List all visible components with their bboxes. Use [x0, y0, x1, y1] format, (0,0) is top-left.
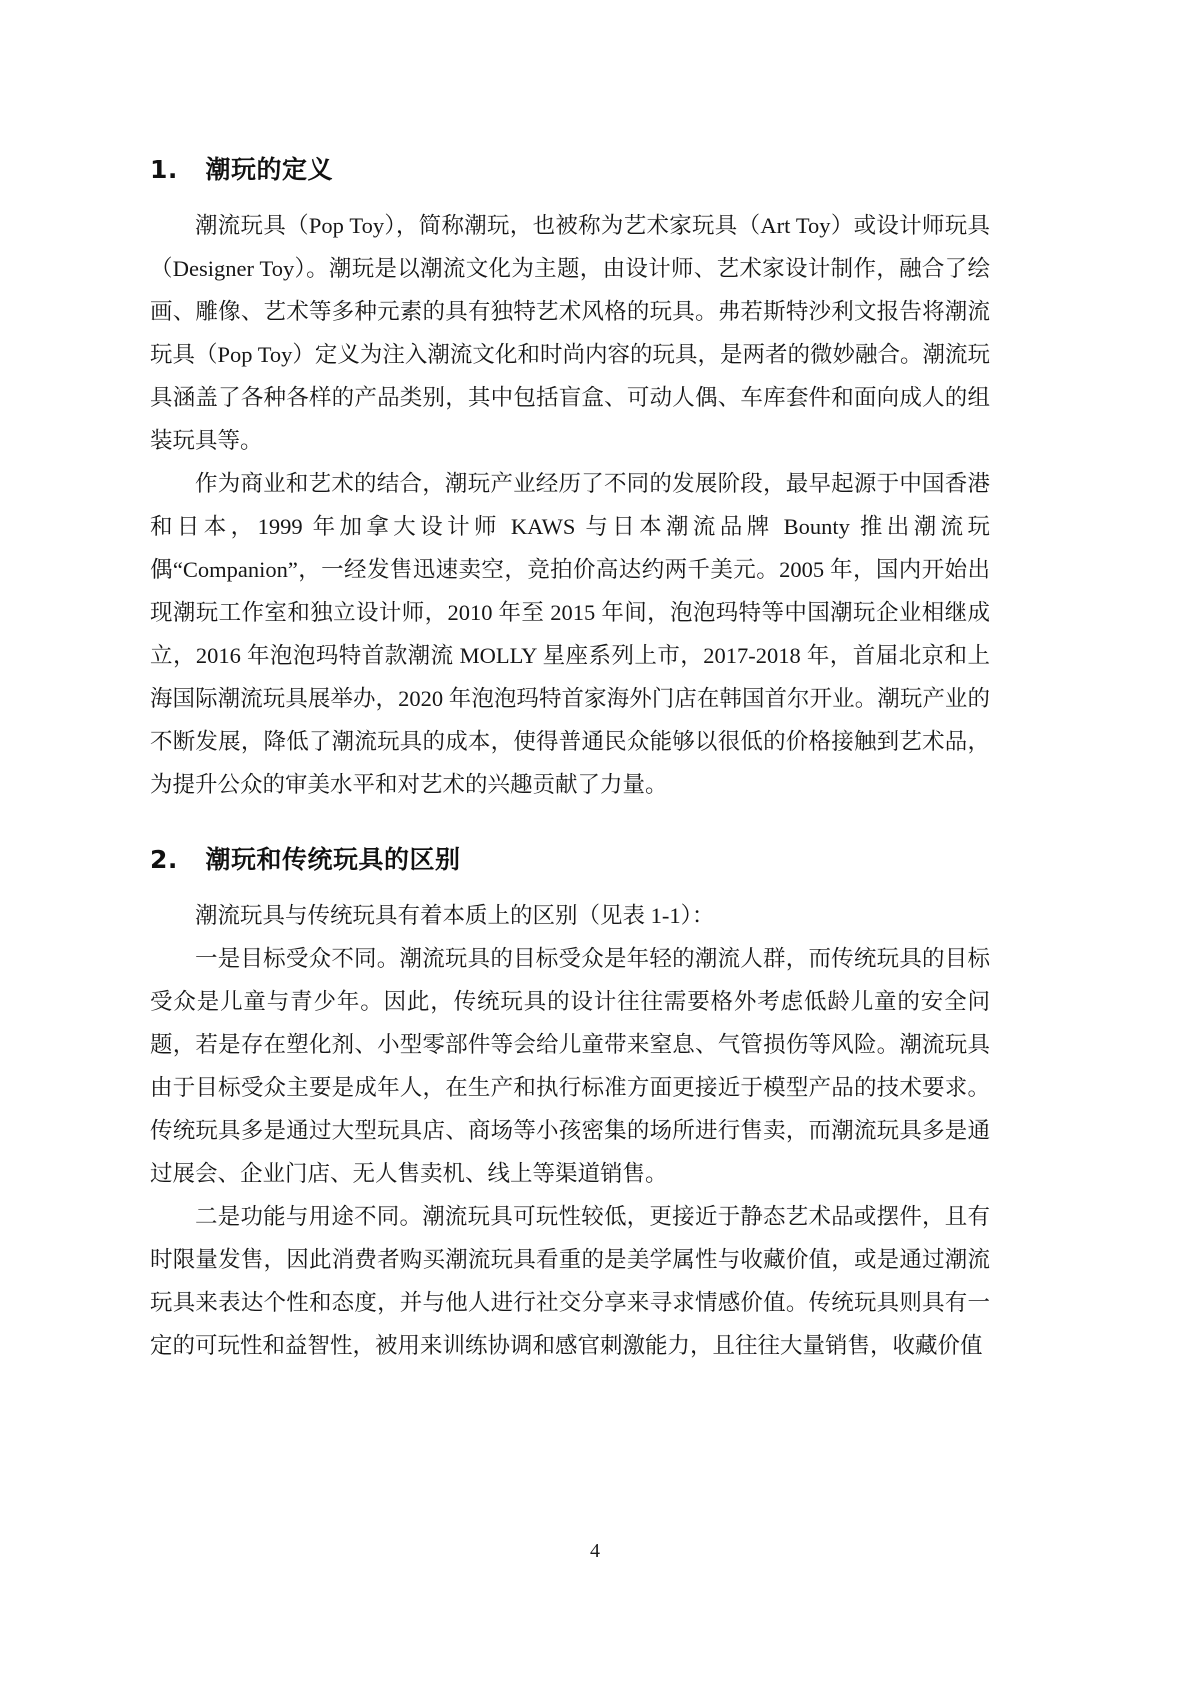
section-1-paragraph-2: 作为商业和艺术的结合，潮玩产业经历了不同的发展阶段，最早起源于中国香港和日本，1999 年加拿大设计师 KAWS 与日本潮流品牌 Bounty 推出潮流玩偶“Companion”，一经发售迅速卖空，竞拍价高达约两千美元。2005 年，国内开始出现潮玩工作室和独立设计师，2010 年至 2015 年间，泡泡玛特等中国潮玩企业相继成立，2016 年泡泡玛特首款潮流 MOLLY 星座系列上市，2017-2018 年，首届北京和上海国际潮流玩具展举办，2020 年泡泡玛特首家海外门店在韩国首尔开业。潮玩产业的不断发展，降低了潮流玩具的成本，使得普通民众能够以很低的价格接触到艺术品，为提升公众的审美水平和对艺术的兴趣贡献了力量。 — [150, 471, 990, 797]
section-1-heading — [150, 150, 990, 186]
section-1-number: 1. — [150, 155, 178, 184]
section-2-paragraph-3: 二是功能与用途不同。潮流玩具可玩性较低，更接近于静态艺术品或摆件，且有时限量发售，因此消费者购买潮流玩具看重的是美学属性与收藏价值，或是通过潮流玩具来表达个性和态度，并与他人进行社交分享来寻求情感价值。传统玩具则具有一定的可玩性和益智性，被用来训练协调和感官刺激能力，且往往大量销售，收藏价值 — [150, 1204, 990, 1358]
page-content — [150, 150, 990, 1367]
page-number: 4 — [590, 1540, 600, 1562]
section-1-title: 潮玩的定义 — [205, 155, 334, 184]
section-2-paragraph-2: 一是目标受众不同。潮流玩具的目标受众是年轻的潮流人群，而传统玩具的目标受众是儿童与青少年。因此，传统玩具的设计往往需要格外考虑低龄儿童的安全问题，若是存在塑化剂、小型零部件等会给儿童带来窒息、气管损伤等风险。潮流玩具由于目标受众主要是成年人，在生产和执行标准方面更接近于模型产品的技术要求。传统玩具多是通过大型玩具店、商场等小孩密集的场所进行售卖，而潮流玩具多是通过展会、企业门店、无人售卖机、线上等渠道销售。 — [150, 946, 990, 1186]
section-1-paragraph-1: 潮流玩具（Pop Toy），简称潮玩，也被称为艺术家玩具（Art Toy）或设计师玩具（Designer Toy）。潮玩是以潮流文化为主题，由设计师、艺术家设计制作，融合了绘画、雕像、艺术等多种元素的具有独特艺术风格的玩具。弗若斯特沙利文报告将潮流玩具（Pop Toy）定义为注入潮流文化和时尚内容的玩具，是两者的微妙融合。潮流玩具涵盖了各种各样的产品类别，其中包括盲盒、可动人偶、车库套件和面向成人的组装玩具等。 — [150, 213, 990, 453]
section-1-heading-block — [150, 150, 990, 186]
section-2-number: 2. — [150, 845, 178, 874]
section-2-heading — [150, 840, 990, 876]
section-2-title: 潮玩和传统玩具的区别 — [205, 845, 461, 874]
section-2-heading-block — [150, 840, 990, 876]
section-2-paragraph-1: 潮流玩具与传统玩具有着本质上的区别（见表 1-1）： — [195, 903, 715, 928]
